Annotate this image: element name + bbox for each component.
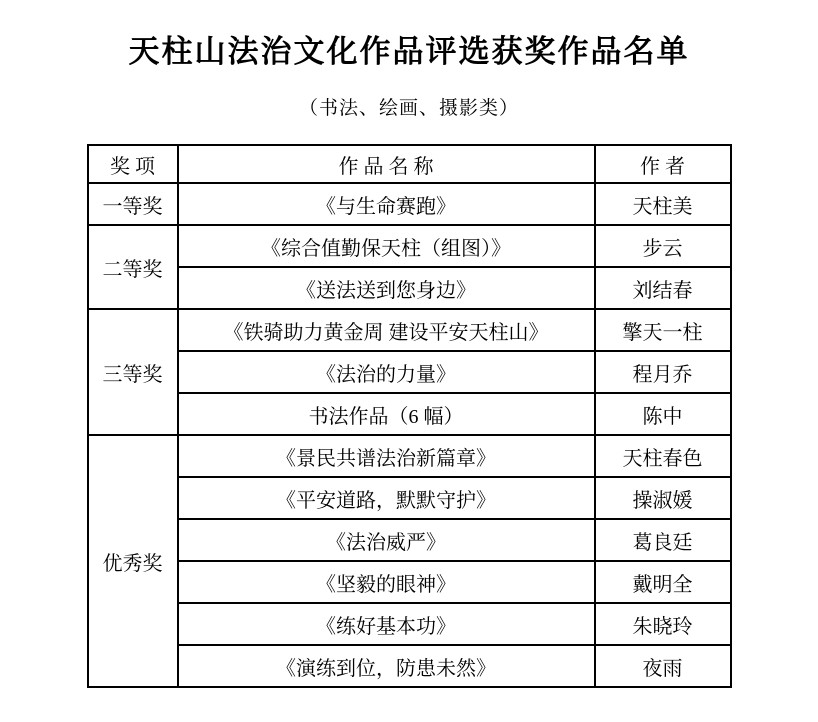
work-cell: 《铁骑助力黄金周 建设平安天柱山》 (178, 309, 595, 351)
work-cell: 《送法送到您身边》 (178, 267, 595, 309)
table-row (88, 267, 731, 309)
work-cell: 《法治威严》 (178, 519, 595, 561)
table-row (88, 435, 731, 477)
author-cell: 夜雨 (595, 645, 731, 687)
author-cell: 陈中 (595, 393, 731, 435)
work-cell: 《与生命赛跑》 (178, 183, 595, 225)
author-cell: 擎天一柱 (595, 309, 731, 351)
header-row (88, 145, 731, 183)
author-cell: 朱晓玲 (595, 603, 731, 645)
work-cell: 《练好基本功》 (178, 603, 595, 645)
author-cell: 步云 (595, 225, 731, 267)
table-row (88, 645, 731, 687)
table-row (88, 183, 731, 225)
table-row (88, 477, 731, 519)
award-cell: 优秀奖 (88, 435, 178, 687)
page-subtitle: （书法、绘画、摄影类） (298, 98, 519, 119)
work-cell: 《平安道路，默默守护》 (178, 477, 595, 519)
table-row (88, 351, 731, 393)
header-work: 作 品 名 称 (178, 145, 595, 183)
work-cell: 《综合值勤保天柱（组图）》 (178, 225, 595, 267)
table-row (88, 309, 731, 351)
table-row (88, 561, 731, 603)
table-row (88, 603, 731, 645)
author-cell: 天柱春色 (595, 435, 731, 477)
author-cell: 刘结春 (595, 267, 731, 309)
award-cell: 三等奖 (88, 309, 178, 435)
header-award: 奖 项 (88, 145, 178, 183)
author-cell: 天柱美 (595, 183, 731, 225)
work-cell: 《演练到位，防患未然》 (178, 645, 595, 687)
work-cell: 《景民共谱法治新篇章》 (178, 435, 595, 477)
author-cell: 戴明全 (595, 561, 731, 603)
table-row (88, 519, 731, 561)
work-cell: 《坚毅的眼神》 (178, 561, 595, 603)
awards-table (87, 144, 732, 688)
work-cell: 《法治的力量》 (178, 351, 595, 393)
award-cell: 二等奖 (88, 225, 178, 309)
author-cell: 操淑媛 (595, 477, 731, 519)
author-cell: 葛良廷 (595, 519, 731, 561)
header-author: 作 者 (595, 145, 731, 183)
table-row (88, 393, 731, 435)
author-cell: 程月乔 (595, 351, 731, 393)
page-title: 天柱山法治文化作品评选获奖作品名单 (128, 34, 690, 69)
award-cell: 一等奖 (88, 183, 178, 225)
work-cell: 书法作品（6 幅） (178, 393, 595, 435)
table-row (88, 225, 731, 267)
